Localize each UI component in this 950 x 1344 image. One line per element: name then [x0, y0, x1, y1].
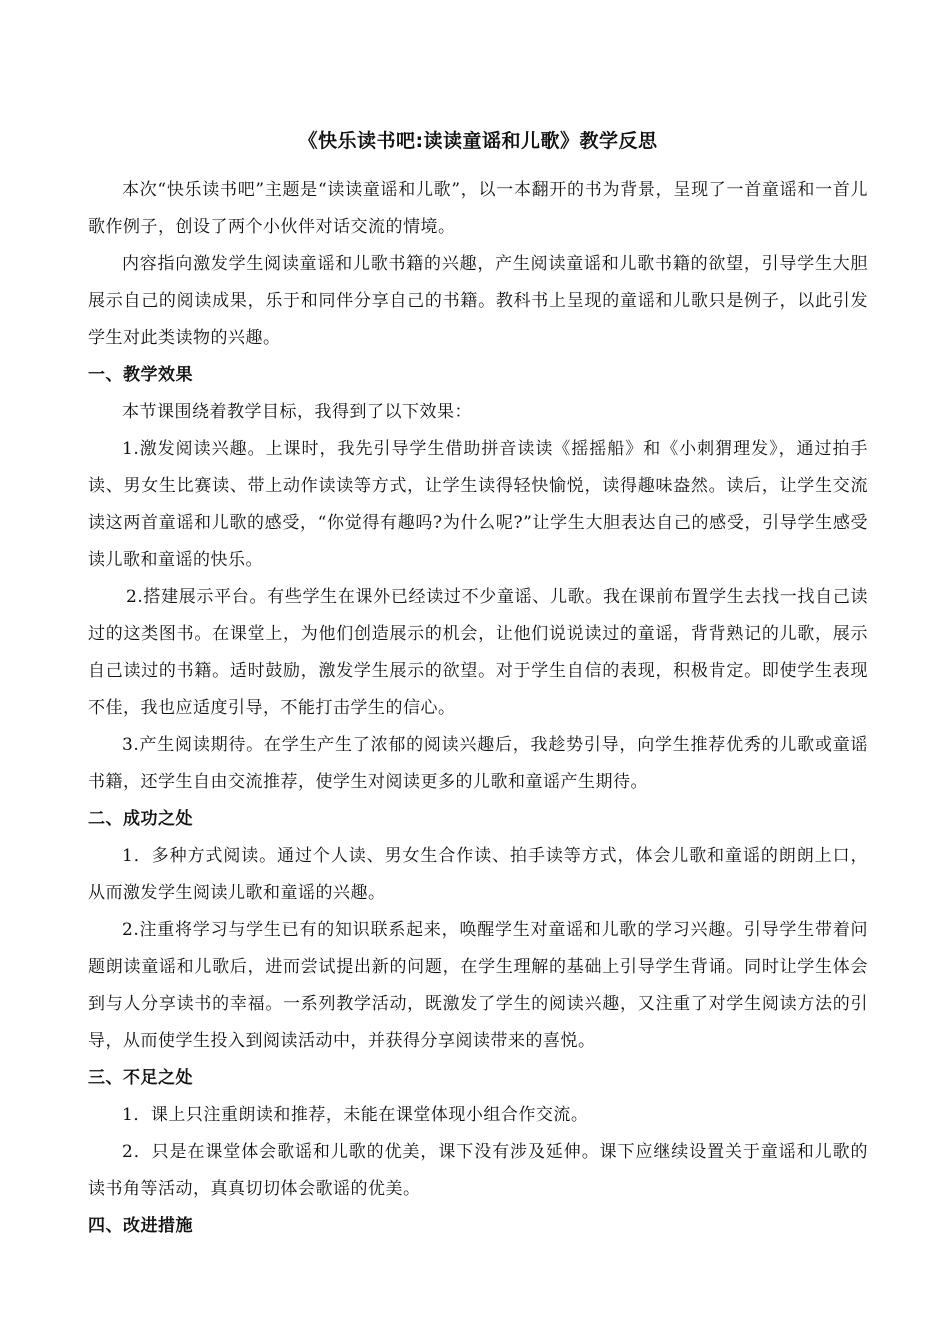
section-heading-shortcomings: 三、不足之处 [88, 1068, 193, 1088]
section-heading-teaching-effect: 一、教学效果 [88, 365, 193, 385]
effect-paragraph-intro: 本节课围绕着教学目标，我得到了以下效果： [122, 402, 472, 422]
shortcoming-paragraph-2: 2．只是在课堂体会歌谣和儿歌的优美，课下没有涉及延伸。课下应继续设置关于童谣和儿歌的读书角等活动，真真切切体会歌谣的优美。 [88, 1142, 868, 1199]
intro-paragraph-2: 内容指向激发学生阅读童谣和儿歌书籍的兴趣，产生阅读童谣和儿歌书籍的欲望，引导学生大胆展示自己的阅读成果，乐于和同伴分享自己的书籍。教科书上呈现的童谣和儿歌只是例子，以此引发学生对此类读物的兴趣。 [88, 254, 868, 348]
effect-paragraph-1: 1.激发阅读兴趣。上课时，我先引导学生借助拼音读读《摇摇船》和《小刺猬理发》，通过拍手读、男女生比赛读、带上动作读读等方式，让学生读得轻快愉悦，读得趣味盎然。读后，让学生交流读这两首童谣和儿歌的感受，“你觉得有趣吗?为什么呢?”让学生大胆表达自己的感受，引导学生感受读儿歌和童谣的快乐。 [88, 439, 868, 570]
success-paragraph-1: 1．多种方式阅读。通过个人读、男女生合作读、拍手读等方式，体会儿歌和童谣的朗朗上口，从而激发学生阅读儿歌和童谣的兴趣。 [88, 846, 868, 903]
effect-paragraph-2: 2.搭建展示平台。有些学生在课外已经读过不少童谣、儿歌。我在课前布置学生去找一找自己读过的这类图书。在课堂上，为他们创造展示的机会，让他们说说读过的童谣，背背熟记的儿歌，展示自己读过的书籍。适时鼓励，激发学生展示的欲望。对于学生自信的表现，积极肯定。即使学生表现不佳，我也应适度引导，不能打击学生的信心。 [88, 587, 868, 718]
shortcoming-paragraph-1: 1．课上只注重朗读和推荐，未能在课堂体现小组合作交流。 [122, 1105, 589, 1125]
intro-paragraph-1: 本次“快乐读书吧”主题是“读读童谣和儿歌”，以一本翻开的书为背景，呈现了一首童谣和一首儿歌作例子，创设了两个小伙伴对话交流的情境。 [88, 180, 868, 237]
section-heading-successes: 二、成功之处 [88, 809, 193, 829]
document-title: 《快乐读书吧:读读童谣和儿歌》教学反思 [298, 130, 658, 152]
document-body [88, 172, 868, 1245]
section-heading-improvements: 四、改进措施 [88, 1216, 193, 1236]
effect-paragraph-3: 3.产生阅读期待。在学生产生了浓郁的阅读兴趣后，我趁势引导，向学生推荐优秀的儿歌或童谣书籍，还学生自由交流推荐，使学生对阅读更多的儿歌和童谣产生期待。 [88, 735, 868, 792]
success-paragraph-2: 2.注重将学习与学生已有的知识联系起来，唤醒学生对童谣和儿歌的学习兴趣。引导学生带着问题朗读童谣和儿歌后，进而尝试提出新的问题，在学生理解的基础上引导学生背诵。同时让学生体会到与人分享读书的幸福。一系列教学活动，既激发了学生的阅读兴趣，又注重了对学生阅读方法的引导，从而使学生投入到阅读活动中，并获得分享阅读带来的喜悦。 [88, 920, 868, 1051]
